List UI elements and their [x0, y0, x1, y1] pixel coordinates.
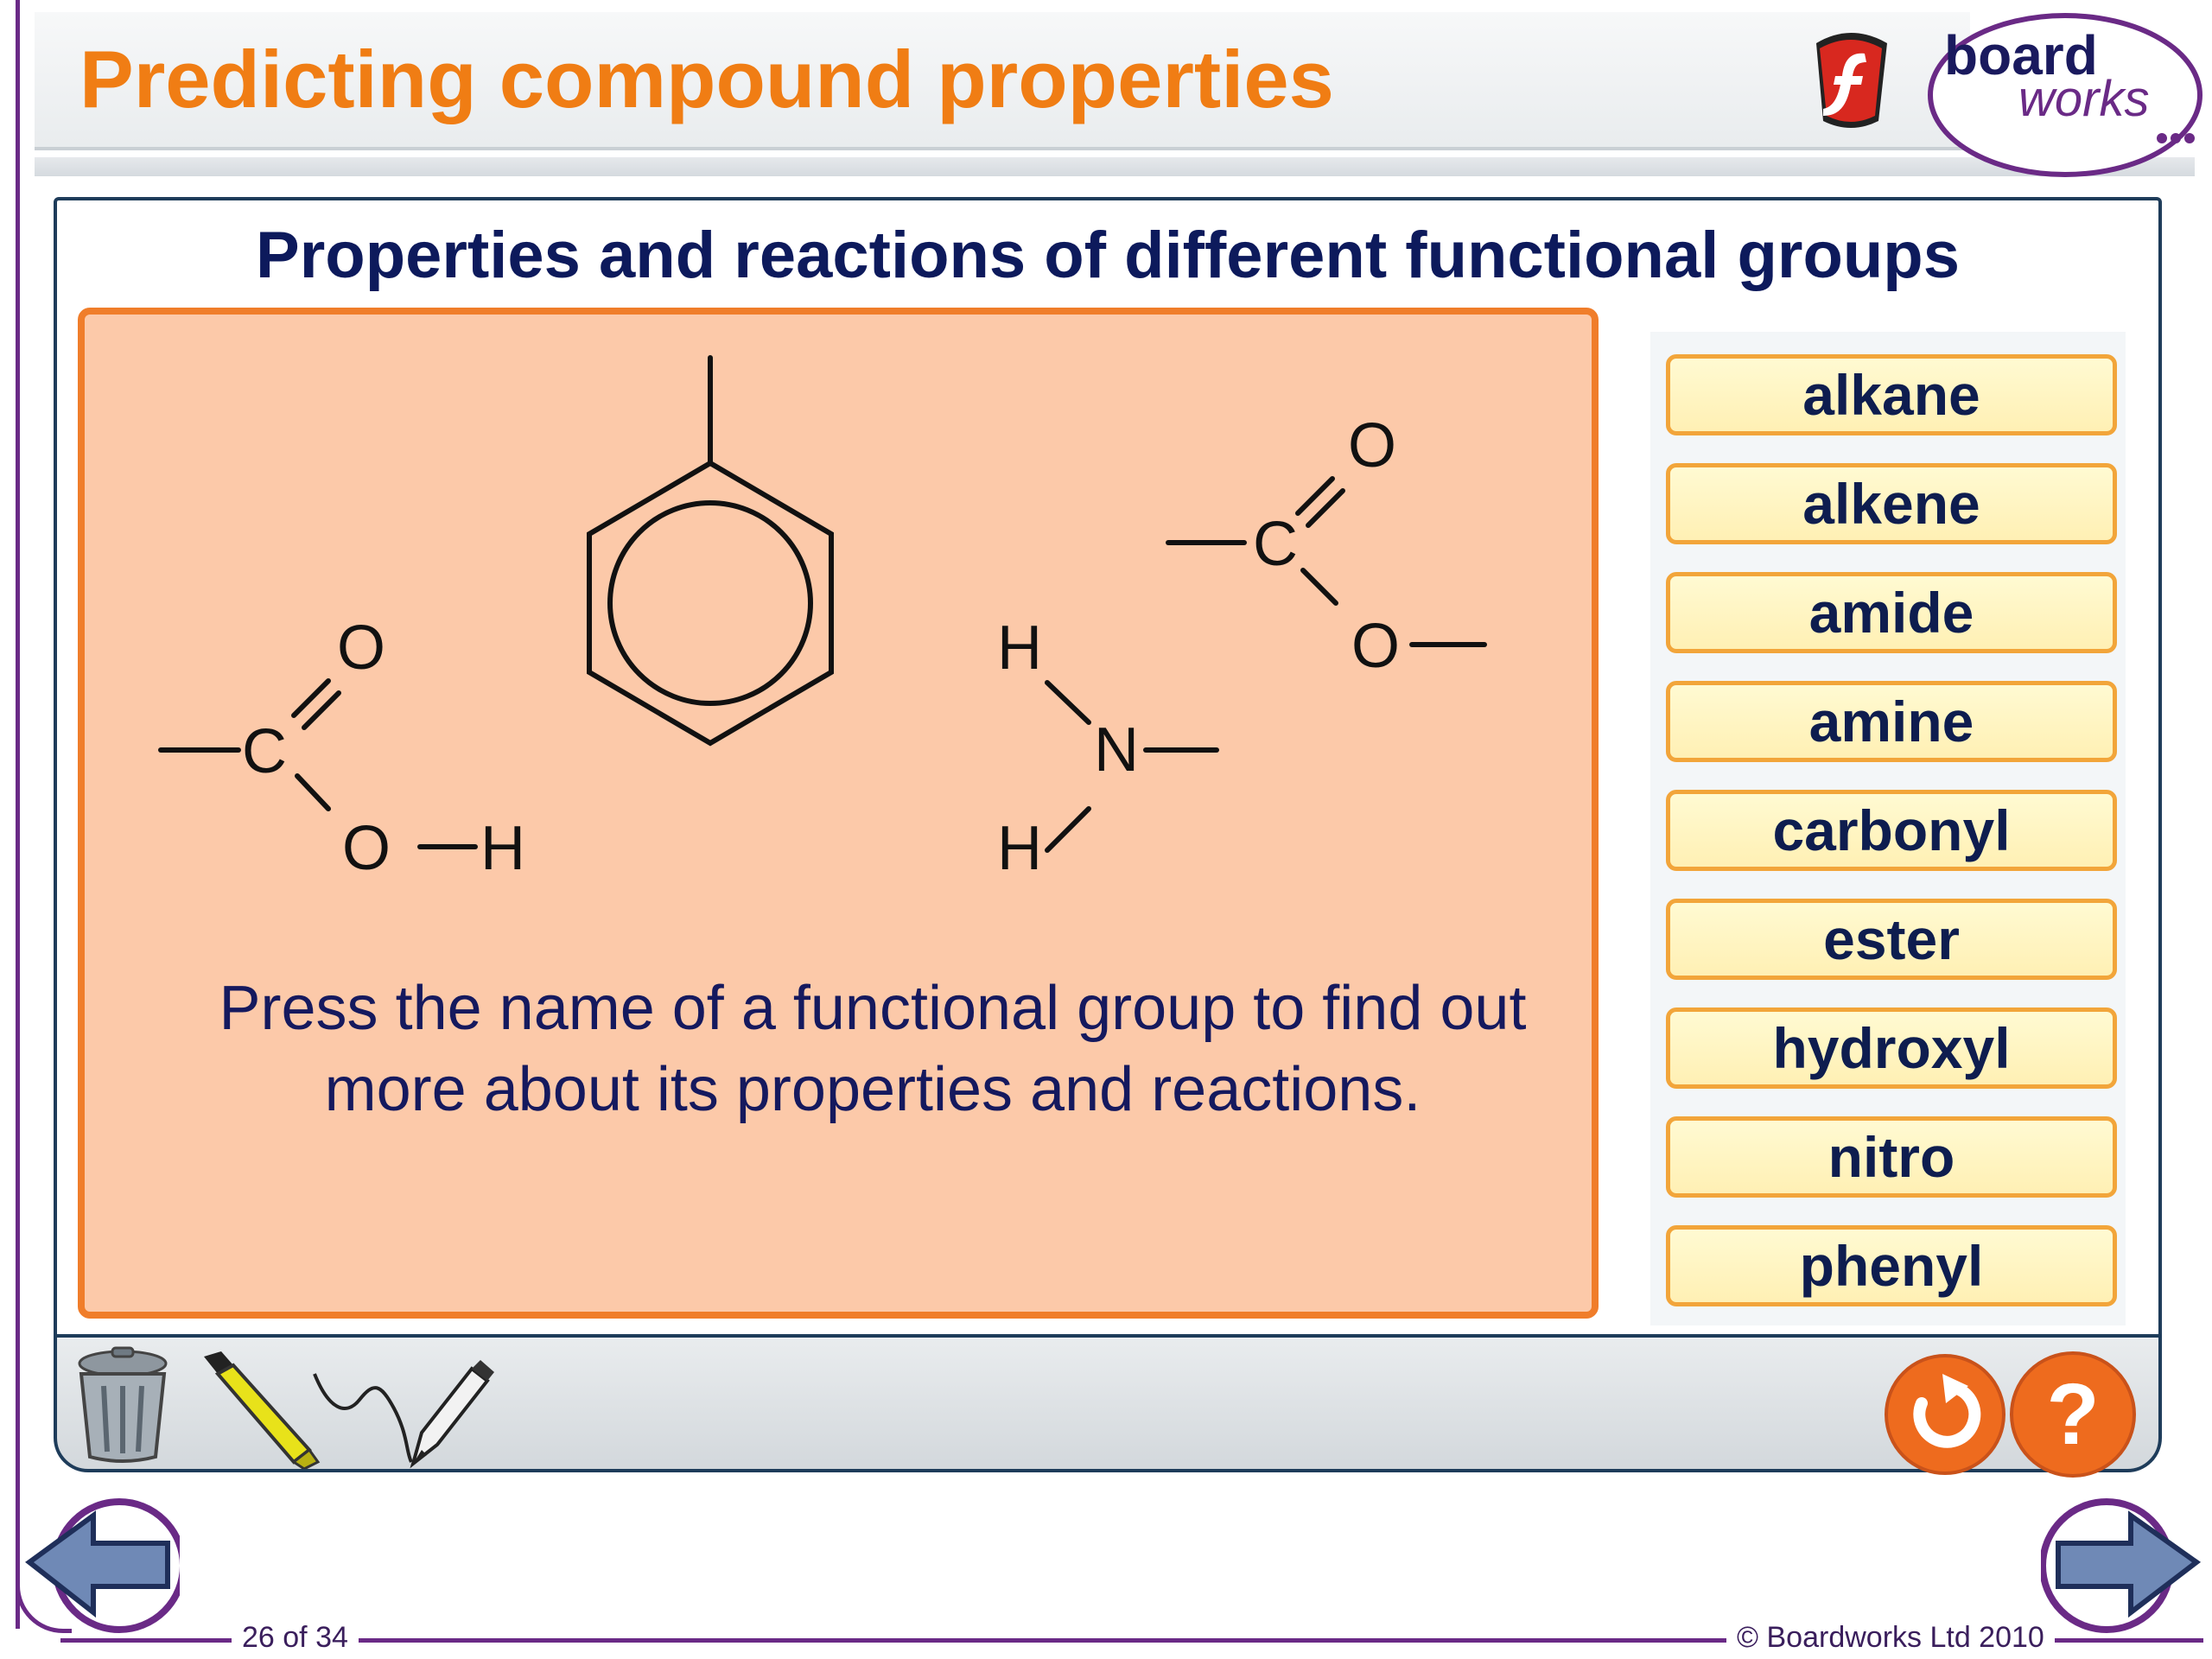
amine-atom-n: N: [1094, 715, 1139, 785]
carboxylic-atom-o-bottom: O: [342, 814, 391, 883]
button-ester[interactable]: ester: [1666, 899, 2117, 980]
flash-logo-icon: [1804, 28, 1897, 137]
next-slide-button[interactable]: [2041, 1493, 2202, 1640]
ester-atom-c: C: [1253, 510, 1298, 579]
instructions-text: Press the name of a functional group to find out more about its properties and reactions.: [219, 974, 1527, 1124]
button-carbonyl[interactable]: carbonyl: [1666, 790, 2117, 871]
previous-slide-button[interactable]: [24, 1493, 180, 1640]
copyright-text: © Boardworks Ltd 2010: [1726, 1621, 2055, 1655]
page-title: Predicting compound properties: [79, 34, 1334, 124]
pen-icon[interactable]: [311, 1357, 501, 1469]
button-hydroxyl[interactable]: hydroxyl: [1666, 1007, 2117, 1089]
button-alkane[interactable]: alkane: [1666, 354, 2117, 435]
ester-atom-o-bottom: O: [1351, 612, 1401, 681]
left-border-rule: [16, 0, 20, 1629]
button-phenyl[interactable]: phenyl: [1666, 1225, 2117, 1306]
button-amine[interactable]: amine: [1666, 681, 2117, 762]
molecule-diagrams: [78, 308, 1599, 1051]
button-amide[interactable]: amide: [1666, 572, 2117, 653]
amine-atom-h-top: H: [997, 613, 1042, 683]
help-button-label: ?: [2046, 1366, 2100, 1463]
carboxylic-atom-c: C: [242, 717, 287, 786]
logo-word-board: board: [1944, 24, 2098, 86]
button-nitro[interactable]: nitro: [1666, 1116, 2117, 1198]
boardworks-logo: [1923, 7, 2207, 180]
carboxylic-atom-o-top: O: [337, 613, 386, 683]
carboxylic-atom-h: H: [480, 814, 525, 883]
trash-icon[interactable]: [69, 1344, 178, 1465]
logo-word-works: works: [2018, 71, 2150, 127]
page-counter: 26 of 34: [232, 1621, 359, 1655]
button-alkene[interactable]: alkene: [1666, 463, 2117, 544]
help-button[interactable]: [2010, 1351, 2136, 1478]
highlighter-icon[interactable]: [192, 1348, 321, 1469]
reset-button[interactable]: [1882, 1351, 2008, 1478]
panel-heading: Properties and reactions of different functional groups: [256, 219, 1960, 292]
title-underbar: [35, 157, 2195, 176]
amine-atom-h-bottom: H: [997, 814, 1042, 883]
ester-atom-o-top: O: [1348, 411, 1397, 480]
